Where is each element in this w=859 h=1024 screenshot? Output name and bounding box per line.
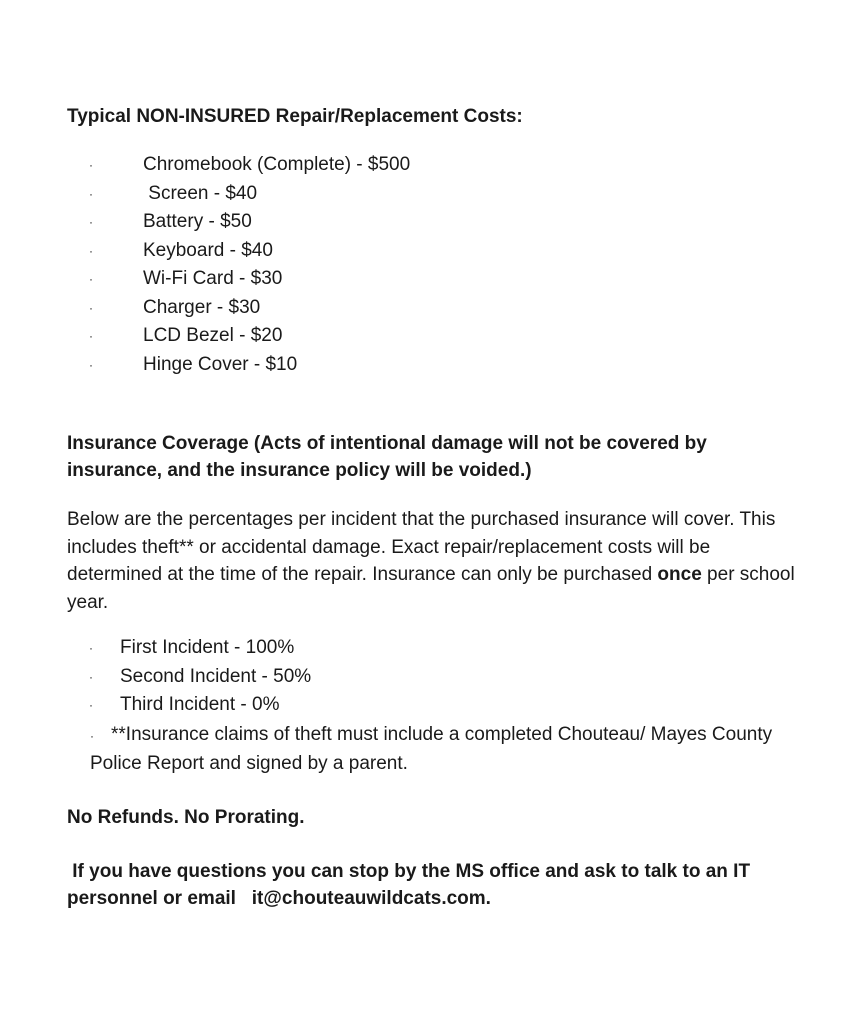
list-item (67, 691, 807, 720)
cost-item-label: Wi-Fi Card - $30 (143, 268, 283, 289)
bullet-icon: · (89, 669, 93, 684)
bullet-icon: · (89, 300, 93, 315)
bullet-icon: · (89, 272, 93, 286)
costs-heading: Typical NON-INSURED Repair/Replacement Costs: (67, 106, 523, 127)
bullet-icon: · (89, 329, 93, 343)
incident-list (67, 634, 807, 720)
refund-policy: No Refunds. No Prorating. (67, 807, 305, 828)
list-item (67, 663, 807, 692)
cost-item-label: LCD Bezel - $20 (143, 325, 283, 346)
incident-label: Third Incident - 0% (120, 694, 280, 716)
claim-note-text: **Insurance claims of theft must include a completed Chouteau/ Mayes County Police Report and signed by a parent. (90, 724, 773, 774)
bullet-icon: · (89, 641, 93, 655)
insurance-heading: Insurance Coverage (Acts of intentional damage will not be covered by insurance, and the insurance policy will be voided.) (67, 433, 707, 481)
bullet-icon: · (89, 215, 93, 229)
theft-claim-note (90, 721, 790, 777)
cost-item-label: Battery - $50 (143, 211, 252, 232)
bullet-icon: · (89, 698, 93, 713)
bullet-icon: · (89, 357, 93, 372)
cost-item-label: Charger - $30 (143, 296, 261, 318)
paragraph-text-end: per school year. (67, 564, 795, 613)
bullet-icon: · (89, 186, 93, 201)
cost-item-label: Keyboard - $40 (143, 239, 273, 261)
list-item (67, 634, 807, 663)
contact-info: If you have questions you can stop by the MS office and ask to talk to an IT personnel or email it@chouteauwildcats.com. (67, 861, 756, 909)
bullet-icon: · (89, 158, 93, 172)
cost-item-label: Chromebook (Complete) - $500 (143, 154, 411, 175)
paragraph-text: Below are the percentages per incident that the purchased insurance will cover. This includes theft** or accidental damage. Exact repair/replacement costs will be determined at the time of the repair. Insurance can only be purchased (67, 509, 776, 585)
insurance-paragraph (67, 506, 807, 616)
bullet-icon: · (89, 243, 93, 258)
incident-label: Second Incident - 50% (120, 665, 312, 687)
bullet-icon: · (90, 729, 94, 743)
paragraph-emphasis: once (657, 564, 702, 585)
incident-label: First Incident - 100% (120, 637, 295, 658)
cost-item-label: Hinge Cover - $10 (143, 353, 298, 375)
cost-item-label: Screen - $40 (143, 182, 258, 204)
